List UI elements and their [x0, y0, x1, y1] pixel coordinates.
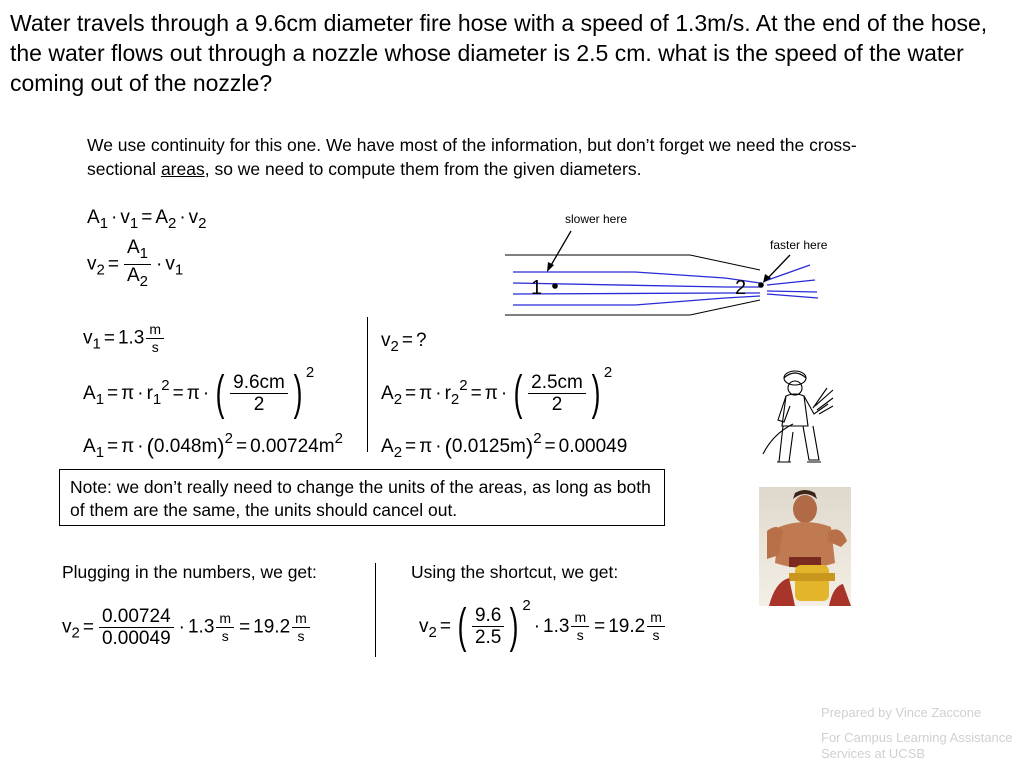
jet-streamline — [767, 291, 817, 292]
column-divider — [367, 317, 368, 452]
eq-a2: A — [155, 207, 168, 228]
streamline — [513, 283, 760, 287]
eq-a1: A — [87, 207, 100, 228]
squared: 2 — [305, 364, 315, 381]
a1-formula — [83, 364, 314, 418]
v2-sub: 2 — [390, 338, 399, 355]
v1-sub: 1 — [92, 335, 101, 353]
a2-sub: 2 — [393, 391, 403, 408]
hose-diameter: 9.6 — [472, 606, 504, 627]
streamline — [513, 293, 760, 294]
eq-dot: · — [137, 383, 144, 404]
unit-m: m — [571, 610, 589, 627]
v1-number: 1.3 — [117, 327, 145, 349]
firefighter-sketch — [755, 366, 835, 472]
r-symbol: r — [146, 383, 153, 404]
eq-v2: v — [188, 207, 199, 228]
a2-formula — [381, 364, 612, 418]
left-paren: ( — [513, 366, 523, 420]
v1-value-equation: $v_1 = 1.3$ $\frac{m}{s}$ — [83, 322, 166, 355]
result-value: 19.2 — [608, 616, 646, 637]
diameter-ratio — [472, 606, 504, 647]
unit-s: s — [221, 628, 229, 644]
pi-symbol: π — [419, 383, 433, 404]
unit-m-per-s — [216, 611, 234, 644]
unit-m-per-s — [292, 611, 310, 644]
radius-meters: 0.048m — [153, 436, 218, 457]
a2-result — [381, 430, 627, 461]
slower-arrowhead — [547, 262, 554, 272]
right-paren: ) — [509, 599, 519, 653]
eq-equals: = — [594, 616, 606, 637]
result-value: 19.2 — [253, 616, 291, 638]
units-note-box: Note: we don’t really need to change the units of the areas, as long as both of them are the same, the units should cancel out. — [59, 469, 665, 526]
point-1-dot — [552, 283, 558, 289]
bottom-divider — [375, 563, 376, 657]
eq-dot: · — [435, 436, 442, 457]
eq-equals: = — [470, 383, 482, 404]
eq-equals: = — [82, 616, 94, 638]
slower-label: slower here — [565, 212, 628, 226]
jet-streamline — [767, 280, 815, 285]
r1-sub: 1 — [152, 391, 162, 408]
eq-a1-sub: 1 — [99, 215, 109, 232]
faster-arrow — [767, 255, 790, 279]
frac-a1-sub: 1 — [139, 245, 148, 262]
a2-symbol: A — [381, 383, 394, 404]
unit-m: m — [292, 611, 310, 628]
squared: 2 — [224, 430, 233, 447]
eq-v1: v — [120, 207, 130, 228]
footer-credit-author: Prepared by Vince Zaccone — [821, 705, 982, 720]
unit-s: s — [151, 339, 159, 355]
divisor: 2 — [551, 394, 563, 416]
eq-equals: = — [103, 327, 115, 349]
unit-m: m — [216, 611, 234, 628]
squared: 2 — [161, 377, 170, 394]
frac-a2-sub: 2 — [139, 273, 148, 290]
pi-symbol: π — [186, 383, 200, 404]
intro-underlined-word: areas — [160, 158, 205, 179]
pi-symbol: π — [121, 383, 135, 404]
v2-unknown: $v_2$ = ? — [381, 330, 427, 355]
eq-dot: · — [179, 207, 186, 228]
continuity-equation — [87, 207, 207, 232]
unit-m-per-s — [647, 610, 665, 643]
right-paren: ) — [525, 433, 534, 459]
eq-v2-sub: 2 — [198, 215, 207, 232]
eq-equals: = — [405, 436, 417, 457]
unknown-mark: ? — [415, 330, 427, 351]
pi-symbol: π — [121, 436, 135, 457]
area-ratio-numeric — [99, 607, 174, 648]
unit-s: s — [652, 627, 660, 644]
right-paren: ) — [293, 366, 303, 420]
a2-area-value: 0.00049 — [558, 436, 628, 457]
pi-symbol: π — [484, 383, 498, 404]
jet-streamline — [765, 265, 810, 281]
point-2-dot — [758, 282, 764, 288]
squared: 2 — [603, 364, 613, 381]
frac-a1: A — [126, 237, 140, 258]
nozzle-top-wall — [690, 255, 760, 270]
eq-equals: = — [235, 436, 248, 457]
unit-m: m — [647, 610, 665, 627]
eq-equals: = — [107, 253, 119, 275]
streamline — [513, 296, 760, 305]
frac-a2: A — [126, 265, 140, 286]
v1-number: 1.3 — [187, 616, 215, 638]
nozzle-diameter: 2.5 — [474, 627, 502, 649]
nozzle-bottom-wall — [690, 300, 760, 315]
unit-m-per-s — [146, 322, 164, 355]
v1-number: 1.3 — [543, 616, 570, 637]
denominator-area: 0.00049 — [101, 628, 171, 649]
point-1-label: 1 — [531, 277, 543, 299]
eq-a2-sub: 2 — [168, 215, 177, 232]
a1-symbol: A — [83, 383, 96, 404]
eq-equals: = — [172, 383, 184, 404]
left-paren: ( — [444, 433, 452, 459]
squared: 2 — [459, 377, 468, 394]
eq-dot: · — [533, 616, 541, 637]
unit-m: m — [146, 322, 164, 339]
r-symbol: r — [444, 383, 451, 404]
squared: 2 — [522, 597, 531, 614]
plugging-heading: Plugging in the numbers, we get: — [62, 562, 317, 582]
eq-equals: = — [544, 436, 556, 457]
a1-symbol: A — [83, 436, 96, 457]
unit-s: s — [297, 628, 305, 644]
eq-dot: · — [137, 436, 144, 457]
hose-diagram — [495, 205, 835, 325]
plugging-equation: $v_2$ = $\frac{0.00724}{0.00049}$ · 1.3 $\frac{m}{s}$ = 19.2 $\frac{m}{s}$ — [62, 607, 312, 648]
radius-meters: 0.0125m — [451, 436, 526, 457]
v2-sub: 2 — [71, 624, 80, 642]
eq-dot: · — [202, 383, 210, 404]
intro-text-a: We use continuity for this one. We have most of the information, but don’t forget we need the cross-sectional — [87, 135, 857, 179]
a1-area-value: 0.00724m — [250, 436, 335, 457]
jet-streamline — [767, 294, 818, 298]
left-paren: ( — [146, 433, 154, 459]
shortcut-heading: Using the shortcut, we get: — [411, 562, 619, 582]
r2-sub: 2 — [450, 391, 460, 408]
eq-dot: · — [111, 207, 118, 228]
eq-equals: = — [439, 616, 451, 637]
a1-result — [83, 430, 343, 461]
unit-s: s — [576, 627, 584, 644]
numerator-area: 0.00724 — [99, 607, 174, 628]
a2-symbol: A — [381, 436, 394, 457]
squared: 2 — [334, 430, 343, 447]
eq-v1: v — [165, 253, 175, 275]
eq-equals: = — [405, 383, 417, 404]
eq-equals: = — [401, 330, 413, 351]
right-paren: ) — [217, 433, 225, 459]
diameter-value: 9.6cm — [230, 373, 288, 394]
squared: 2 — [533, 430, 542, 447]
eq-equals: = — [141, 207, 153, 228]
a1-sub: 1 — [95, 391, 105, 408]
diameter-value: 2.5cm — [528, 373, 586, 394]
eq-v1-sub: 1 — [129, 215, 139, 232]
slower-arrow — [550, 231, 571, 267]
eq-dot: · — [500, 383, 508, 404]
radius-fraction — [528, 373, 586, 414]
area-ratio-fraction — [124, 238, 151, 291]
eq-v1-sub: 1 — [174, 261, 184, 279]
radius-fraction — [230, 373, 288, 414]
eq-v2: v — [87, 253, 97, 275]
unit-m-per-s — [571, 610, 589, 643]
eq-dot: · — [155, 253, 163, 275]
intro-paragraph — [87, 134, 887, 181]
point-2-label: 2 — [735, 277, 747, 299]
firefighter-photo — [759, 487, 851, 606]
eq-dot: · — [178, 616, 185, 638]
eq-equals: = — [107, 383, 119, 404]
faster-label: faster here — [770, 238, 828, 252]
left-paren: ( — [457, 599, 467, 653]
pi-symbol: π — [419, 436, 433, 457]
v2-sub: 2 — [428, 624, 437, 641]
eq-v2-sub: 2 — [96, 261, 105, 279]
eq-equals: = — [239, 616, 251, 638]
footer-credit-org: For Campus Learning Assistance Services at UCSB — [821, 730, 1013, 761]
a2-sub: 2 — [393, 444, 403, 461]
shortcut-equation: $v_2$ = ( $\frac{9.6}{2.5}$ ) $^2$· 1.3 $\frac{m}{s}$ = 19.2 $\frac{m}{s}$ — [419, 597, 667, 651]
a1-sub: 1 — [95, 444, 105, 461]
intro-text-b: , so we need to compute them from the given diameters. — [204, 158, 642, 179]
left-paren: ( — [215, 366, 225, 420]
problem-statement: Water travels through a 9.6cm diameter fire hose with a speed of 1.3m/s. At the end of the hose, the water flows out through a nozzle whose diameter is 2.5 cm. what is the speed of the water coming out of the nozzle? — [10, 10, 988, 96]
right-paren: ) — [591, 366, 601, 420]
eq-dot: · — [435, 383, 442, 404]
eq-equals: = — [107, 436, 119, 457]
divisor: 2 — [253, 394, 265, 416]
streamline — [513, 272, 760, 283]
solve-v2-equation — [87, 238, 183, 291]
